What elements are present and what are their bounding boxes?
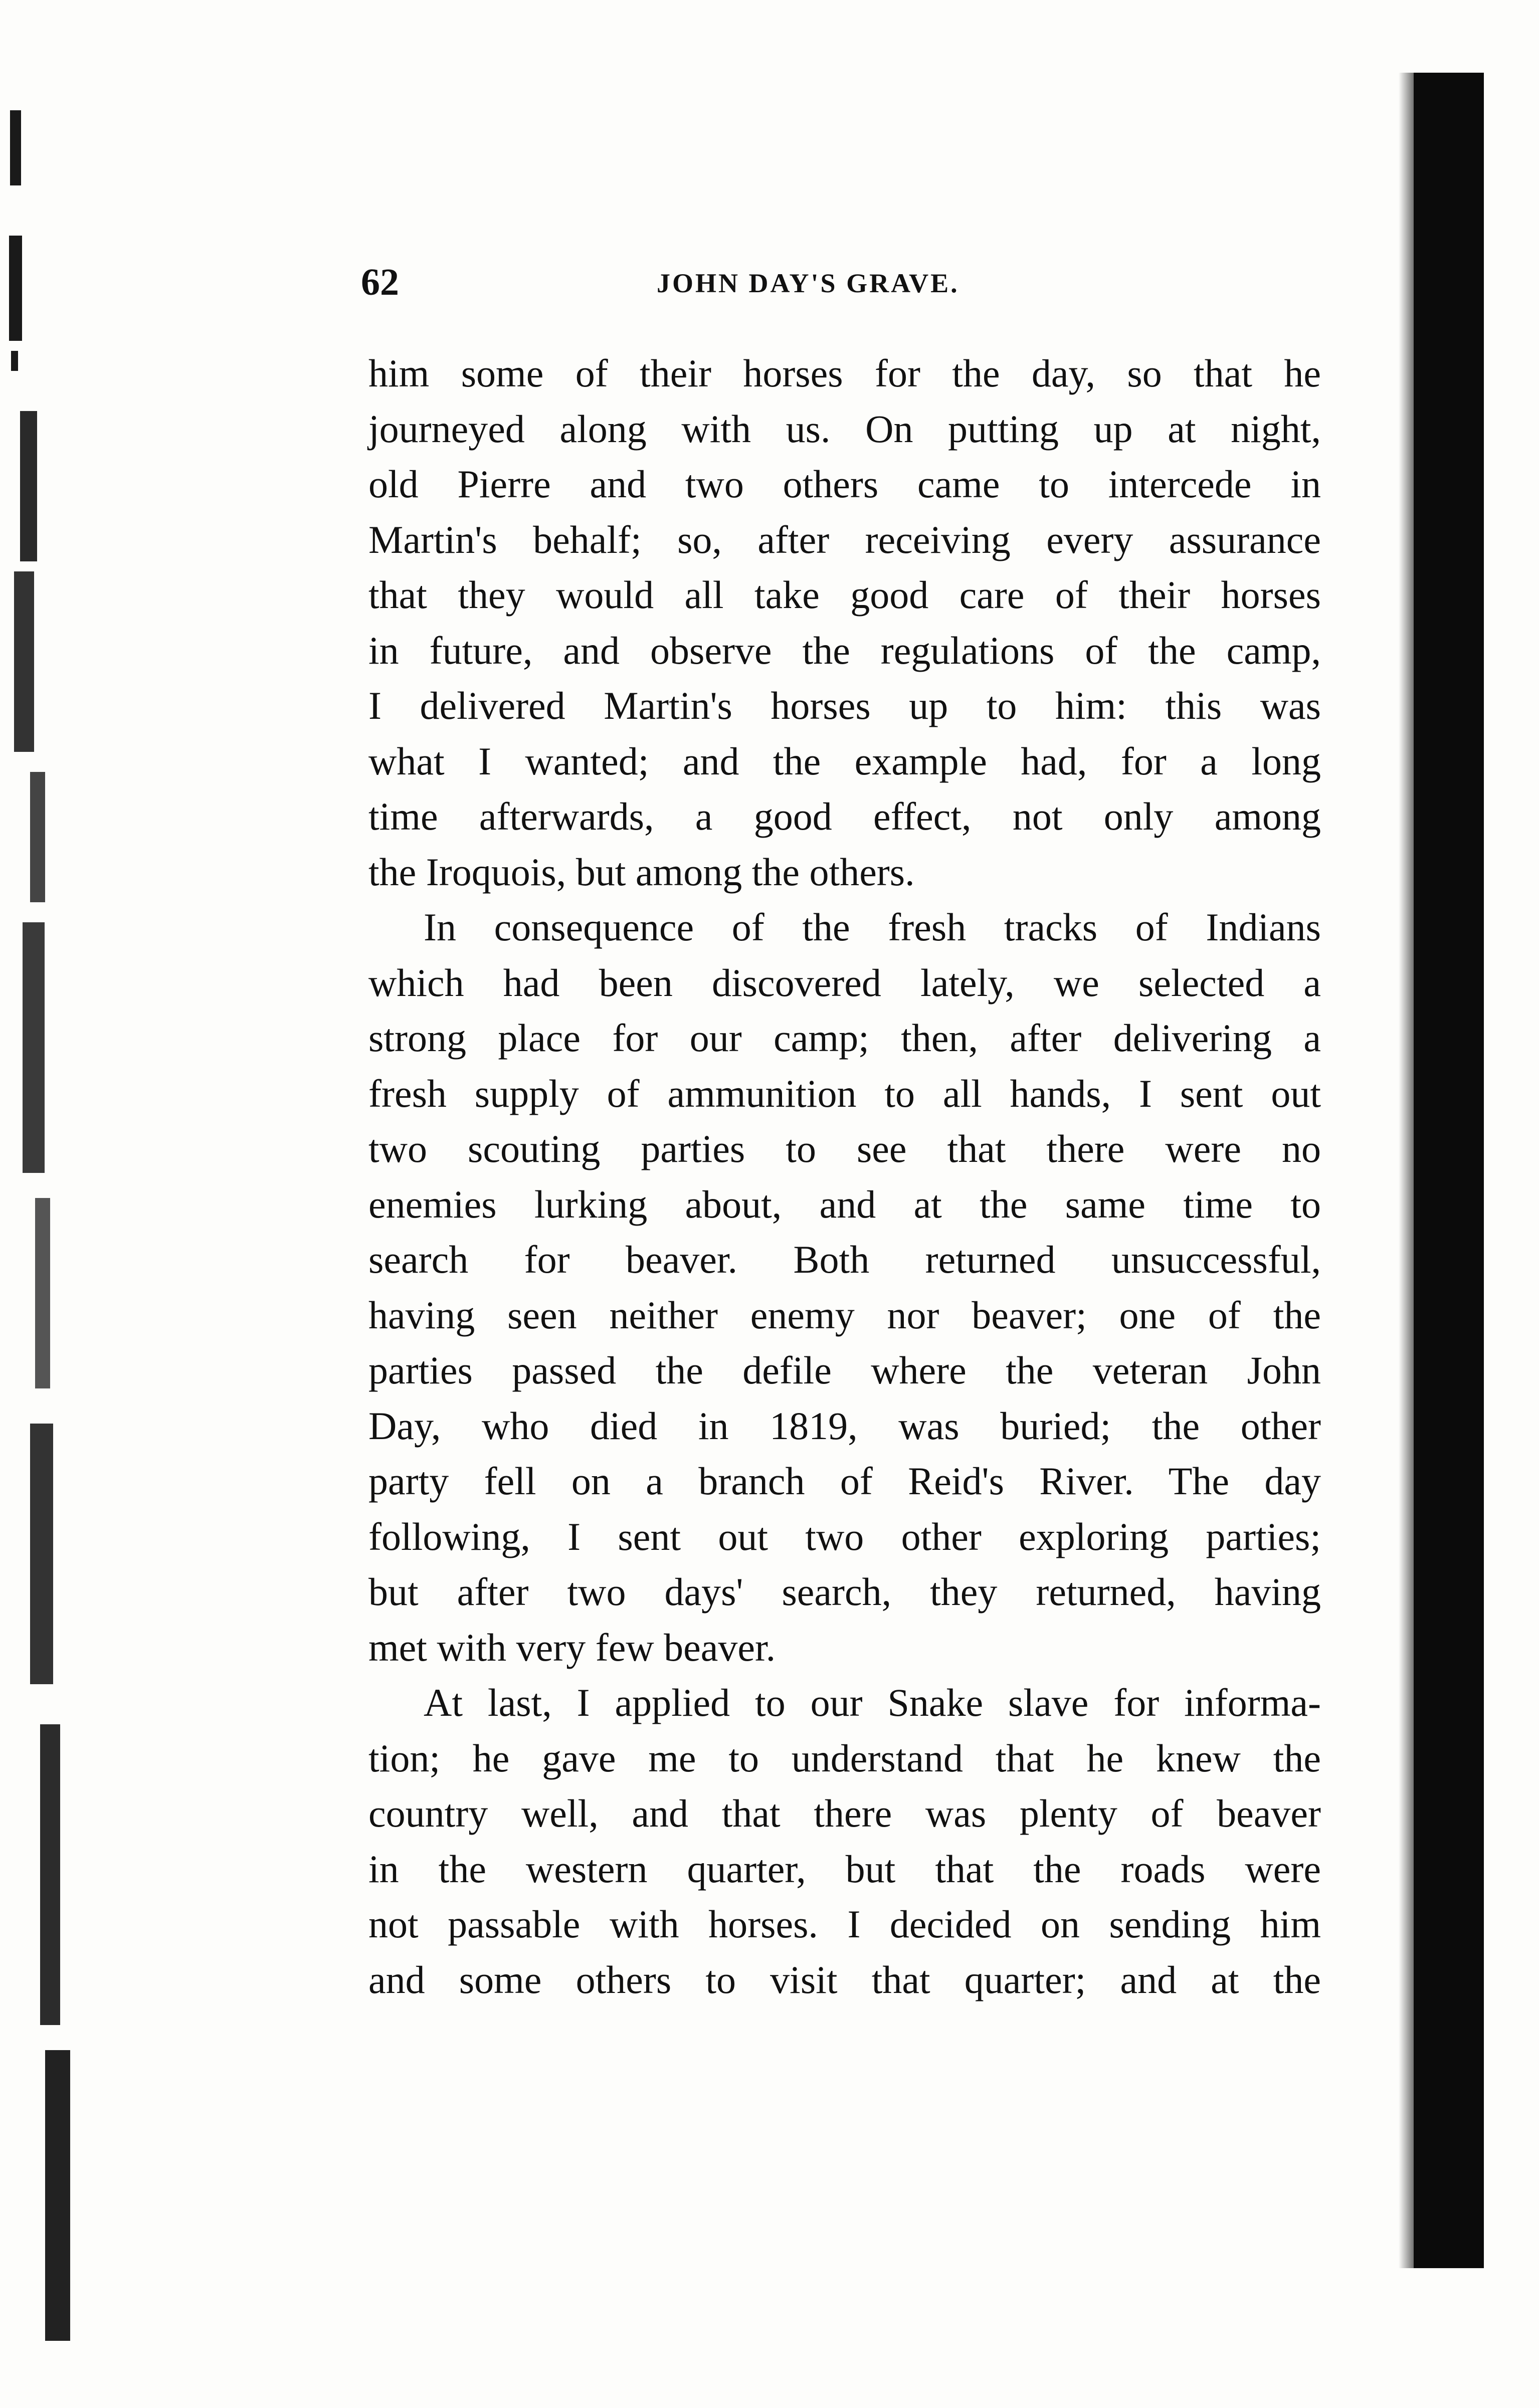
- text-line: In consequence of the fresh tracks of Indians: [424, 905, 1321, 949]
- text-line: in the western quarter, but that the roads were: [368, 1847, 1321, 1891]
- text-line: which had been discovered lately, we selected a: [368, 960, 1321, 1005]
- text-line: Day, who died in 1819, was buried; the other: [368, 1403, 1321, 1448]
- text-line: time afterwards, a good effect, not only among: [368, 794, 1321, 838]
- text-line: and some others to visit that quarter; and at the: [368, 1957, 1321, 2001]
- text-line: that they would all take good care of their horses: [368, 573, 1321, 617]
- text-line: country well, and that there was plenty of beaver: [368, 1791, 1321, 1835]
- text-line: not passable with horses. I decided on sending him: [368, 1902, 1321, 1946]
- text-line: parties passed the defile where the veteran John: [368, 1348, 1321, 1392]
- text-line: tion; he gave me to understand that he knew the: [368, 1736, 1321, 1780]
- right-binding-shadow: [1414, 73, 1484, 2268]
- paragraph-2: [368, 900, 1321, 1675]
- text-line: Martin's behalf; so, after receiving every assurance: [368, 517, 1321, 561]
- left-gutter-scan-artifacts: [0, 70, 85, 2356]
- text-line: enemies lurking about, and at the same time to: [368, 1182, 1321, 1226]
- text-line: I delivered Martin's horses up to him: this was: [368, 684, 1321, 727]
- text-line: old Pierre and two others came to intercede in: [368, 462, 1321, 506]
- text-line: the Iroquois, but among the others.: [368, 850, 915, 894]
- running-head: JOHN DAY'S GRAVE.: [657, 268, 959, 298]
- text-line: At last, I applied to our Snake slave for informa-: [424, 1681, 1321, 1724]
- text-line: two scouting parties to see that there were no: [368, 1127, 1321, 1170]
- page-number: 62: [361, 261, 399, 303]
- text-line: in future, and observe the regulations of the camp,: [368, 628, 1321, 672]
- text-line: what I wanted; and the example had, for a long: [368, 739, 1321, 783]
- page-header: [361, 261, 1364, 316]
- body-text: [368, 346, 1321, 2008]
- text-line: him some of their horses for the day, so that he: [368, 351, 1321, 395]
- text-line: met with very few beaver.: [368, 1625, 776, 1669]
- paragraph-3: [368, 1675, 1321, 2008]
- text-line: having seen neither enemy nor beaver; one of the: [368, 1293, 1321, 1337]
- text-line: journeyed along with us. On putting up at night,: [368, 407, 1321, 451]
- text-line: fresh supply of ammunition to all hands, I sent out: [368, 1071, 1321, 1115]
- text-line: party fell on a branch of Reid's River. The day: [368, 1459, 1321, 1503]
- text-line: search for beaver. Both returned unsuccessful,: [368, 1238, 1321, 1281]
- text-line: following, I sent out two other exploring parties;: [368, 1514, 1321, 1558]
- text-line: strong place for our camp; then, after delivering a: [368, 1016, 1321, 1060]
- text-line: but after two days' search, they returned, having: [368, 1570, 1321, 1614]
- paragraph-1: [368, 346, 1321, 900]
